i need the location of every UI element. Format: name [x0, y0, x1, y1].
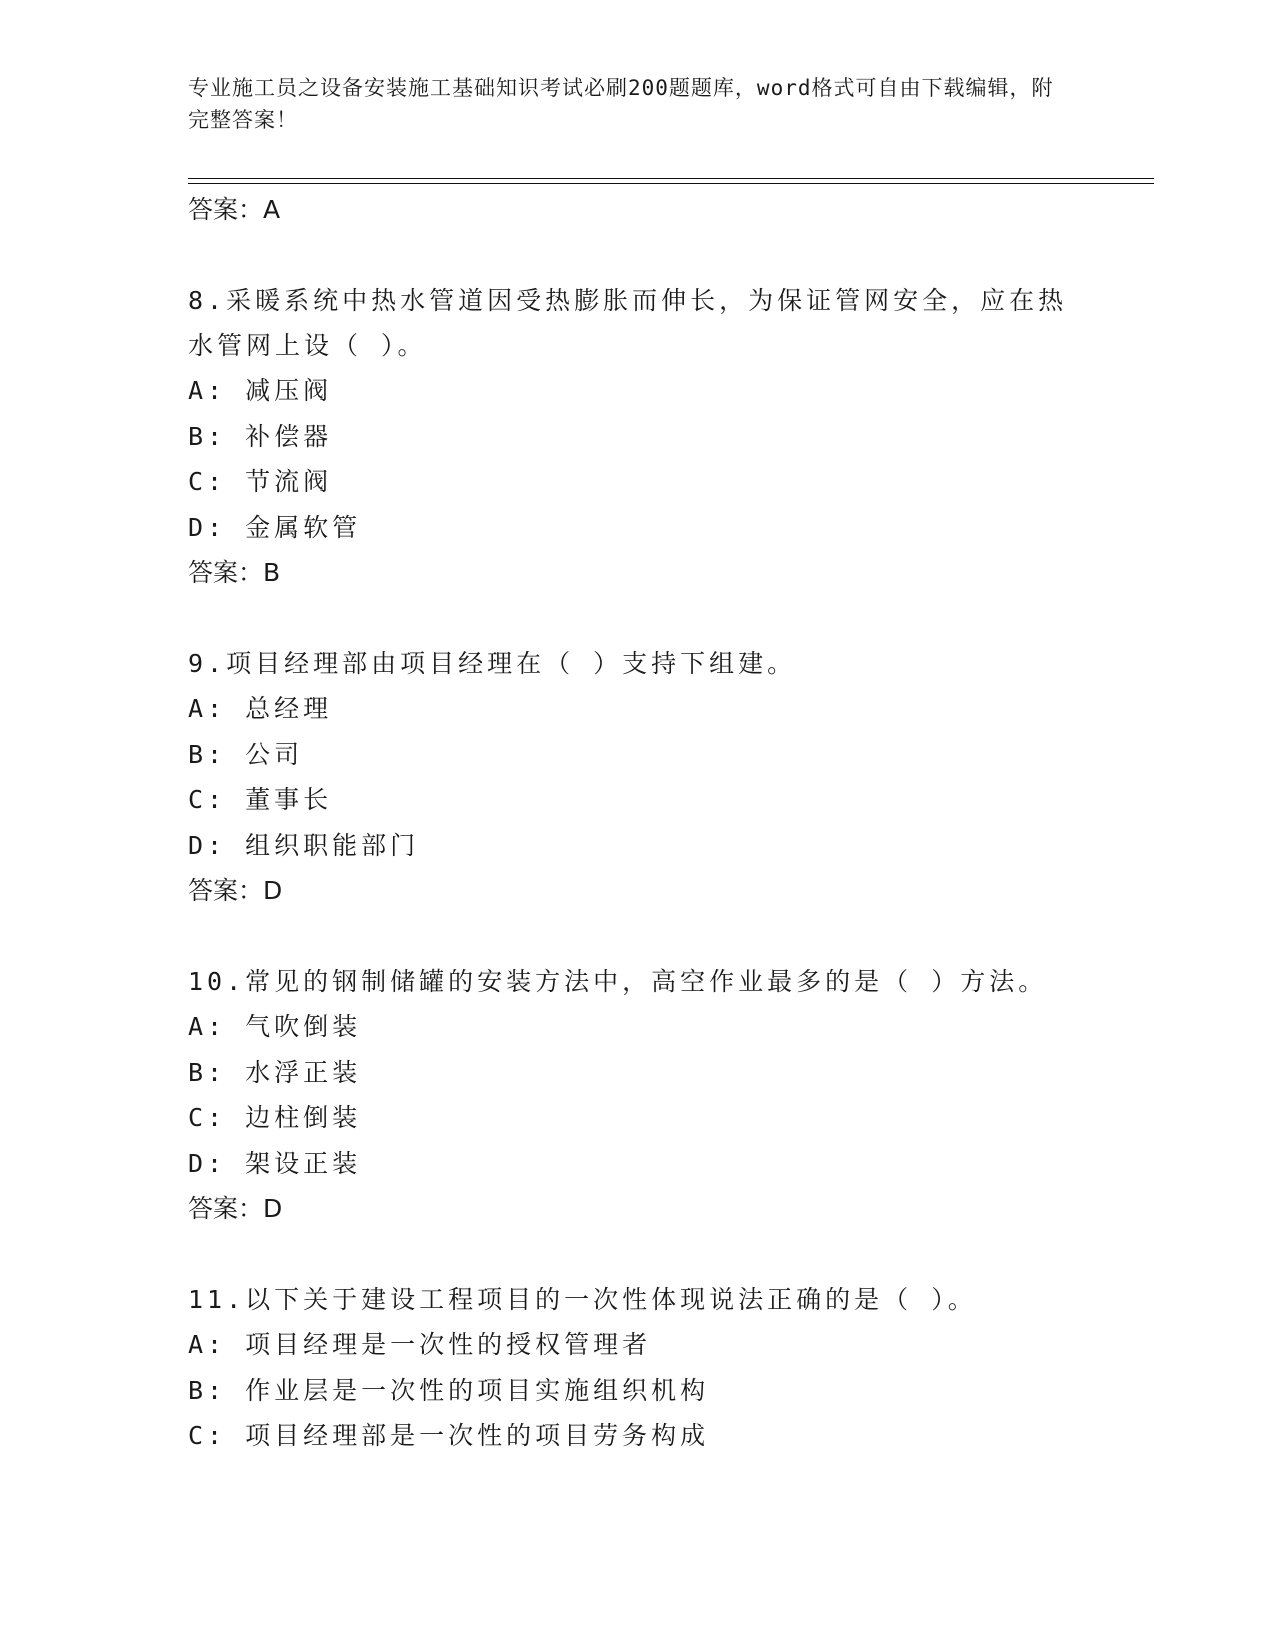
- option-c: C: 项目经理部是一次性的项目劳务构成: [188, 1421, 710, 1450]
- header-rule-top: [188, 178, 1154, 179]
- option-d: D: 组织职能部门: [188, 830, 420, 860]
- option-b: B: 公司: [188, 739, 304, 769]
- question-text: 9.项目经理部由项目经理在（ ）支持下组建。: [188, 649, 797, 678]
- option-a: A: 气吹倒装: [188, 1012, 362, 1041]
- option-b: B: 水浮正装: [188, 1057, 362, 1087]
- option-b: B: 补偿器: [188, 421, 333, 451]
- question-10: [188, 959, 1068, 1232]
- answer-q9: 答案：D: [188, 876, 283, 905]
- option-c: C: 节流阀: [188, 467, 333, 496]
- answer-q10: 答案：D: [188, 1194, 283, 1223]
- option-b: B: 作业层是一次性的项目实施组织机构: [188, 1375, 710, 1405]
- option-d: D: 架设正装: [188, 1148, 362, 1178]
- option-d: D: 金属软管: [188, 512, 362, 542]
- question-text: 10.常见的钢制储罐的安装方法中，高空作业最多的是（ ）方法。: [188, 967, 1048, 996]
- document-header: 专业施工员之设备安装施工基础知识考试必刷200题题库，word格式可自由下载编辑，附完整答案！: [188, 76, 1054, 132]
- answer-q7: 答案：A: [188, 195, 281, 224]
- question-8: [188, 278, 1068, 596]
- answer-q8: 答案：B: [188, 558, 281, 587]
- option-a: A: 减压阀: [188, 376, 333, 405]
- question-text: 11.以下关于建设工程项目的一次性体现说法正确的是（ ）。: [188, 1285, 977, 1314]
- option-c: C: 董事长: [188, 785, 333, 814]
- option-a: A: 项目经理是一次性的授权管理者: [188, 1330, 652, 1359]
- option-c: C: 边柱倒装: [188, 1103, 362, 1132]
- question-9: [188, 641, 1068, 914]
- question-text: 8.采暖系统中热水管道因受热膨胀而伸长，为保证管网安全，应在热水管网上设（ ）。: [188, 286, 1068, 360]
- question-11: [188, 1277, 1068, 1459]
- option-a: A: 总经理: [188, 694, 333, 723]
- header-rule-bottom: [188, 183, 1154, 184]
- question-list: [188, 187, 1068, 1459]
